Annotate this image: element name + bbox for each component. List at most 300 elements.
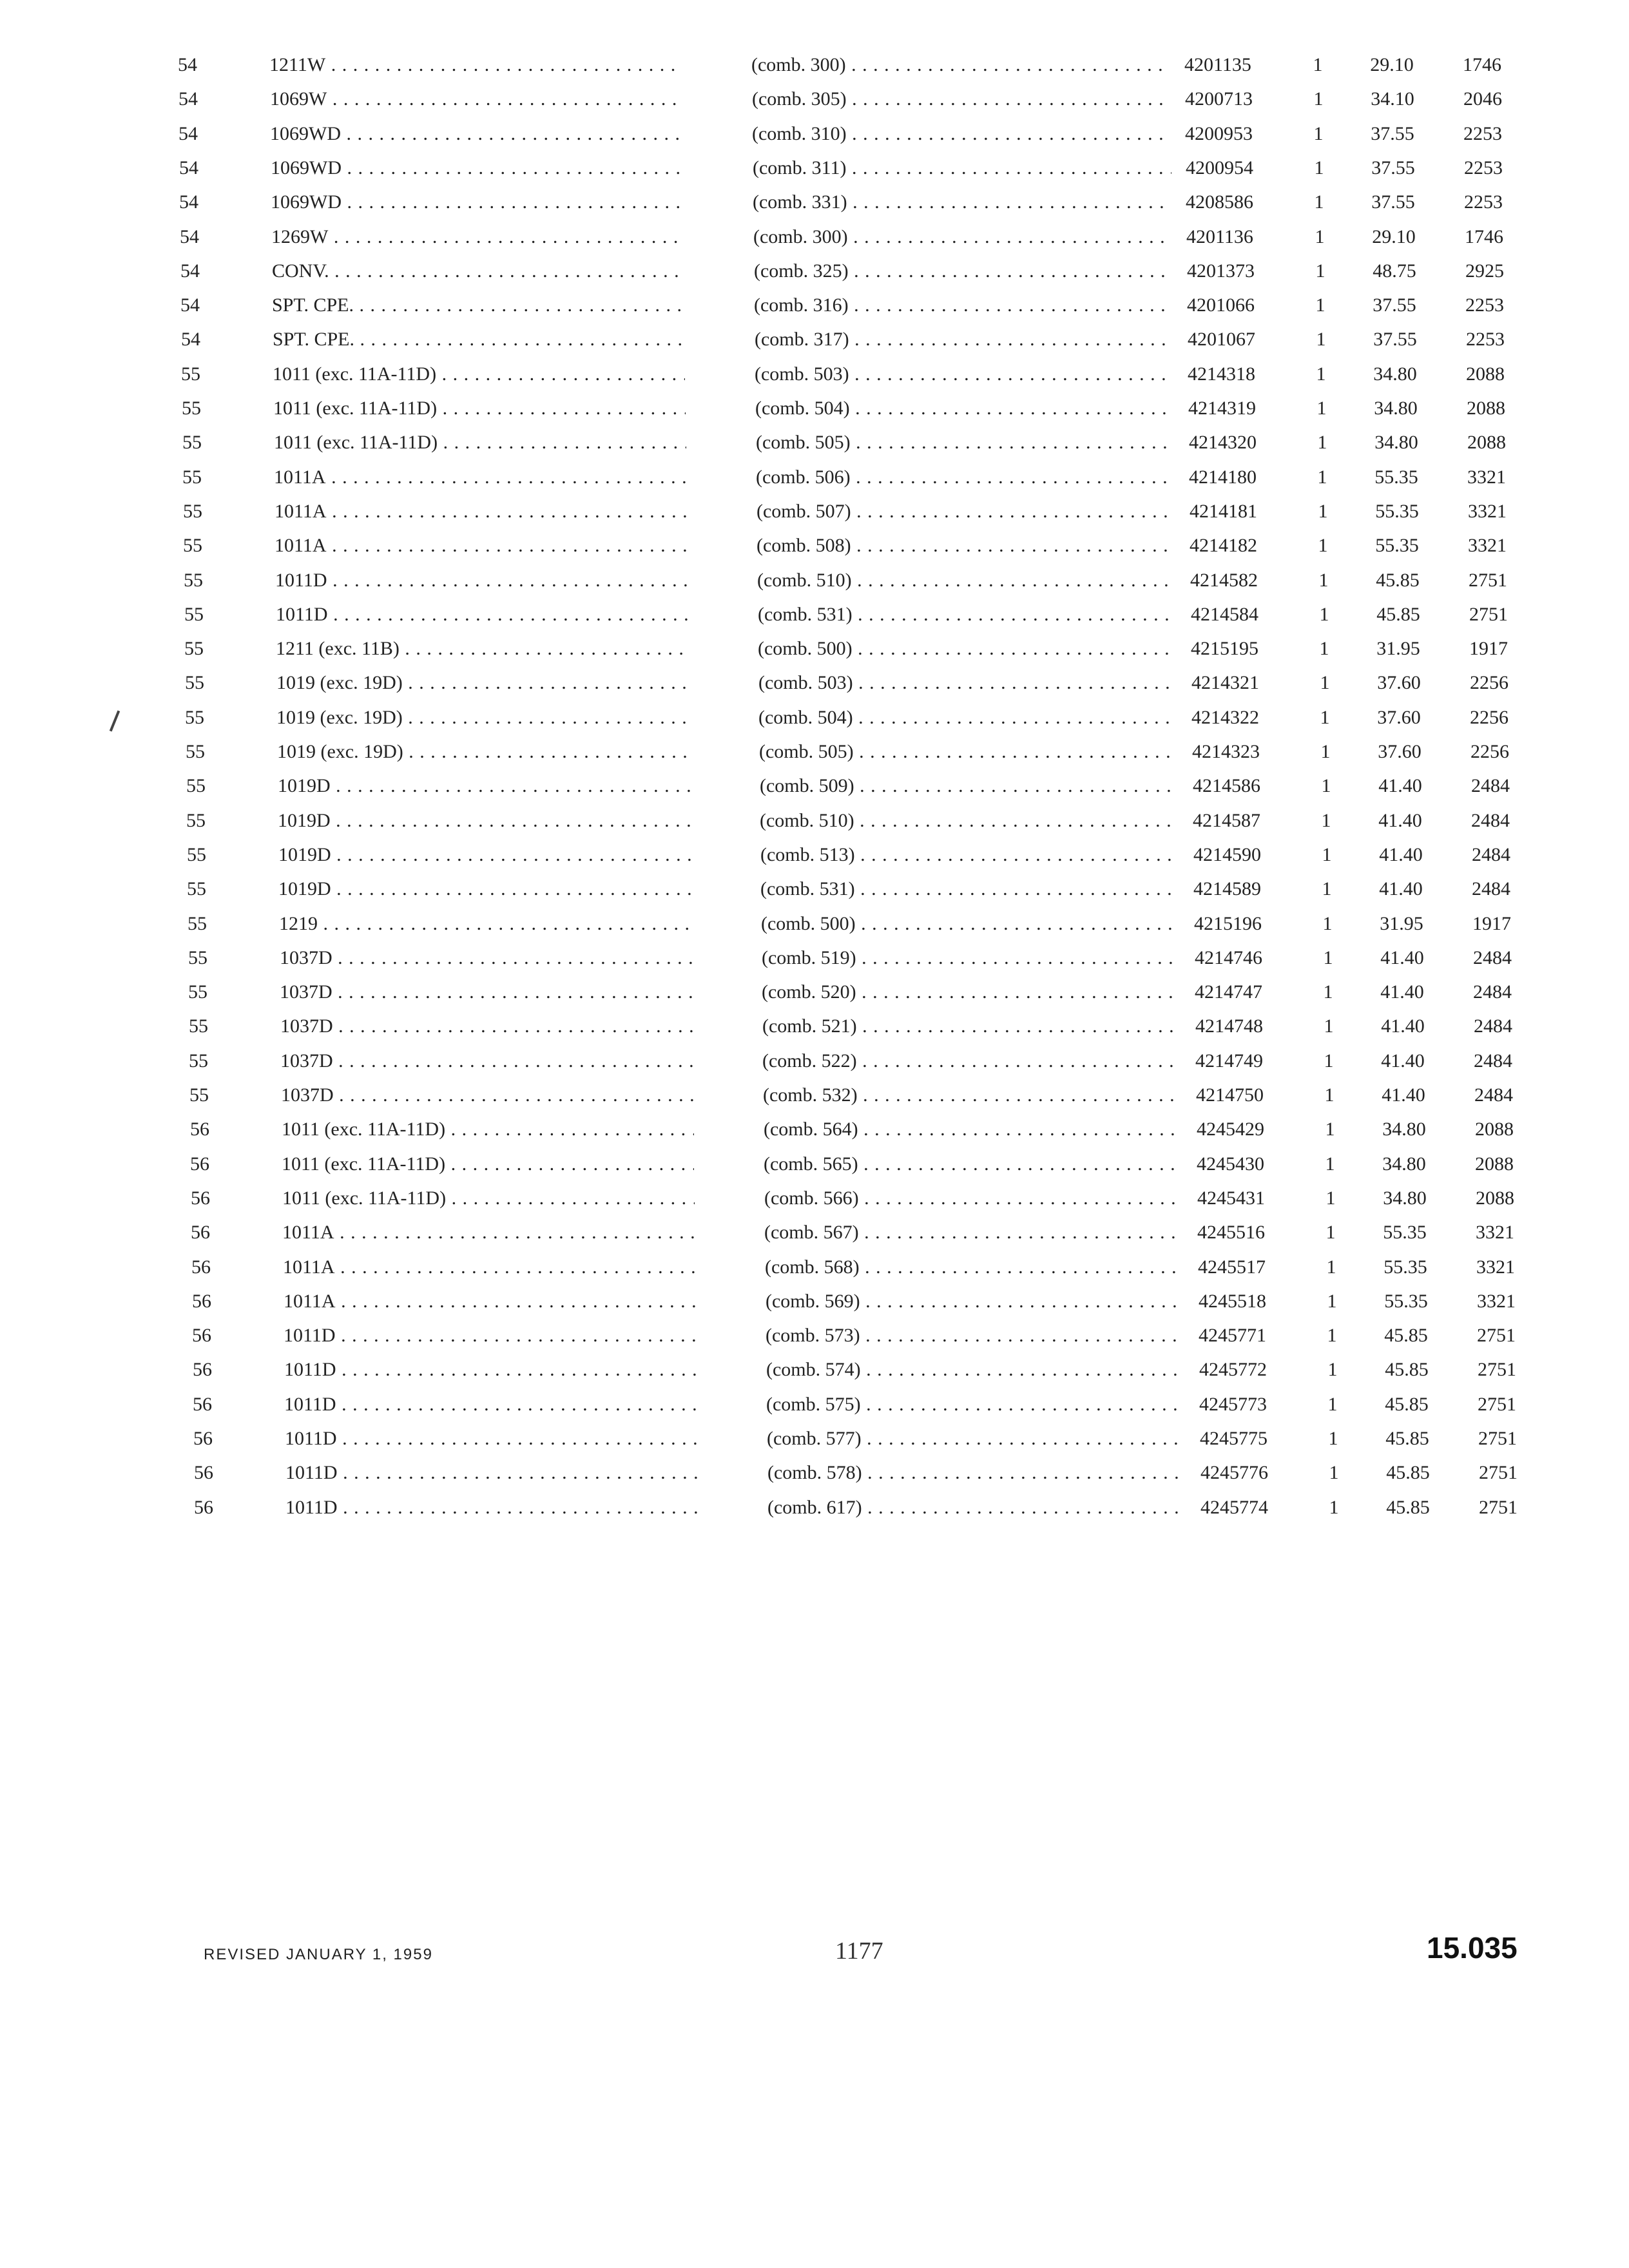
price-code: 2046 — [1463, 88, 1502, 110]
price-code: 2484 — [1474, 1050, 1512, 1072]
quantity: 1 — [1325, 1187, 1336, 1209]
list-price: 29.10 — [1372, 226, 1416, 247]
table-row — [1, 185, 1629, 220]
combination-number: (comb. 305) . . . — [752, 82, 1171, 117]
list-price: 31.95 — [1380, 913, 1423, 934]
model-number: 1019D . . . — [278, 803, 690, 838]
model-year: 56 — [193, 1359, 212, 1380]
list-price: 41.40 — [1381, 1015, 1425, 1037]
part-number: 4214589 — [1193, 878, 1261, 899]
model-year: 56 — [192, 1325, 211, 1346]
part-number: 4214587 — [1193, 810, 1260, 831]
list-price: 34.80 — [1374, 398, 1418, 419]
list-price: 55.35 — [1375, 535, 1419, 556]
table-row — [5, 460, 1629, 495]
price-code: 2484 — [1473, 981, 1512, 1003]
list-price: 41.40 — [1379, 878, 1423, 899]
quantity: 1 — [1319, 638, 1329, 659]
model-number: 1019 (exc. 19D) . . . — [277, 735, 689, 769]
combination-number: (comb. 574) . . . — [766, 1352, 1185, 1387]
model-number: 1011A . . . — [282, 1215, 695, 1250]
model-year: 55 — [184, 638, 204, 659]
model-year: 54 — [180, 260, 200, 282]
model-year: 56 — [193, 1428, 213, 1449]
list-price: 29.10 — [1370, 54, 1414, 75]
table-row — [5, 494, 1629, 529]
model-number: 1011 (exc. 11A-11D) . . . — [282, 1147, 694, 1182]
quantity: 1 — [1322, 878, 1332, 899]
combination-number: (comb. 575) . . . — [766, 1387, 1185, 1422]
table-row — [4, 391, 1629, 426]
quantity: 1 — [1326, 1256, 1336, 1278]
model-number: 1011D . . . — [284, 1387, 697, 1422]
model-year: 55 — [184, 604, 204, 625]
table-row — [6, 563, 1629, 598]
list-price: 55.35 — [1375, 501, 1419, 522]
model-year: 54 — [181, 329, 200, 350]
price-code: 2253 — [1464, 157, 1503, 178]
price-code: 3321 — [1477, 1291, 1516, 1312]
section-number: 15.035 — [1427, 1931, 1518, 1965]
quantity: 1 — [1319, 604, 1329, 625]
table-row — [3, 288, 1629, 323]
table-row — [15, 1387, 1629, 1422]
price-code: 2484 — [1471, 775, 1510, 796]
quantity: 1 — [1324, 1015, 1334, 1037]
quantity: 1 — [1313, 123, 1324, 144]
part-number: 4245773 — [1199, 1394, 1267, 1415]
part-number: 4245516 — [1197, 1222, 1265, 1243]
list-price: 37.55 — [1371, 157, 1415, 178]
model-number: 1011 (exc. 11A-11D) . . . — [273, 357, 685, 392]
combination-number: (comb. 500) . . . — [761, 907, 1180, 941]
price-code: 3321 — [1476, 1256, 1515, 1278]
price-code: 2925 — [1465, 260, 1504, 282]
quantity: 1 — [1321, 775, 1331, 796]
part-number: 4214318 — [1188, 363, 1255, 385]
model-year: 55 — [183, 501, 202, 522]
list-price: 34.80 — [1382, 1153, 1426, 1175]
part-number: 4245429 — [1197, 1119, 1264, 1140]
combination-number: (comb. 510) . . . — [760, 803, 1179, 838]
quantity: 1 — [1317, 466, 1327, 488]
table-row — [12, 1078, 1629, 1113]
quantity: 1 — [1323, 947, 1333, 968]
model-number: 1011 (exc. 11A-11D) . . . — [273, 391, 686, 426]
table-row — [2, 220, 1629, 255]
combination-number: (comb. 566) . . . — [764, 1181, 1183, 1216]
part-number: 4245430 — [1197, 1153, 1264, 1175]
quantity: 1 — [1316, 398, 1327, 419]
list-price: 45.85 — [1384, 1325, 1428, 1346]
price-code: 2484 — [1474, 1015, 1512, 1037]
part-number: 4214180 — [1189, 466, 1257, 488]
price-code: 3321 — [1468, 501, 1507, 522]
model-number: 1011A . . . — [284, 1284, 696, 1319]
combination-number: (comb. 569) . . . — [766, 1284, 1184, 1319]
table-row — [14, 1250, 1629, 1285]
price-code: 1917 — [1469, 638, 1508, 659]
list-price: 34.80 — [1383, 1187, 1427, 1209]
table-row — [5, 528, 1629, 563]
table-row — [8, 769, 1629, 803]
model-year: 55 — [181, 363, 200, 385]
quantity: 1 — [1327, 1359, 1338, 1380]
table-row — [3, 254, 1629, 289]
part-number: 4214747 — [1195, 981, 1262, 1003]
part-number: 4214322 — [1191, 707, 1259, 728]
combination-number: (comb. 300) . . . — [751, 48, 1170, 82]
part-number: 4214181 — [1190, 501, 1257, 522]
price-code: 2256 — [1470, 741, 1509, 762]
part-number: 4245772 — [1199, 1359, 1267, 1380]
model-year: 56 — [191, 1256, 211, 1278]
part-number: 4201373 — [1187, 260, 1255, 282]
model-year: 55 — [189, 1015, 208, 1037]
table-row — [14, 1318, 1629, 1353]
model-number: 1211 (exc. 11B) . . . — [276, 631, 688, 666]
price-code: 2088 — [1475, 1119, 1514, 1140]
price-code: 2484 — [1473, 947, 1512, 968]
price-code: 2751 — [1478, 1428, 1517, 1449]
combination-number: (comb. 521) . . . — [762, 1009, 1181, 1044]
quantity: 1 — [1328, 1428, 1338, 1449]
table-row — [8, 803, 1629, 838]
price-code: 2751 — [1469, 570, 1507, 591]
combination-number: (comb. 300) . . . — [753, 220, 1172, 255]
model-year: 56 — [191, 1222, 210, 1243]
price-code: 2256 — [1470, 672, 1509, 693]
model-number: 1011D . . . — [285, 1490, 698, 1525]
model-number: 1011 (exc. 11A-11D) . . . — [282, 1181, 695, 1216]
quantity: 1 — [1323, 981, 1333, 1003]
list-price: 41.40 — [1381, 1050, 1425, 1072]
combination-number: (comb. 510) . . . — [757, 563, 1176, 598]
model-year: 56 — [190, 1153, 209, 1175]
part-number: 4214323 — [1192, 741, 1260, 762]
list-price: 45.85 — [1385, 1394, 1429, 1415]
model-year: 55 — [187, 844, 206, 865]
price-code: 3321 — [1467, 466, 1506, 488]
table-row — [3, 357, 1629, 392]
quantity: 1 — [1324, 1084, 1335, 1106]
model-number: 1037D . . . — [280, 975, 692, 1010]
price-code: 2484 — [1472, 878, 1510, 899]
part-number: 4245517 — [1198, 1256, 1266, 1278]
quantity: 1 — [1317, 432, 1327, 453]
model-year: 55 — [188, 913, 207, 934]
model-number: 1037D . . . — [280, 1009, 693, 1044]
price-code: 2751 — [1478, 1394, 1516, 1415]
table-row — [1, 151, 1629, 186]
quantity: 1 — [1318, 501, 1328, 522]
model-year: 55 — [186, 741, 205, 762]
table-row — [7, 666, 1629, 700]
table-row — [5, 425, 1629, 460]
model-year: 55 — [188, 981, 207, 1003]
revision-date: REVISED JANUARY 1, 1959 — [204, 1946, 433, 1963]
part-number: 4201136 — [1186, 226, 1253, 247]
list-price: 41.40 — [1382, 1084, 1425, 1106]
table-row — [8, 735, 1629, 769]
quantity: 1 — [1313, 54, 1323, 75]
model-number: 1069WD . . . — [271, 151, 683, 186]
model-year: 56 — [193, 1394, 212, 1415]
model-year: 55 — [185, 707, 204, 728]
quantity: 1 — [1314, 191, 1324, 213]
price-code: 2751 — [1479, 1462, 1518, 1483]
model-number: 1219 . . . — [279, 907, 691, 941]
combination-number: (comb. 519) . . . — [762, 941, 1181, 975]
combination-number: (comb. 522) . . . — [762, 1044, 1181, 1079]
price-code: 2751 — [1469, 604, 1508, 625]
list-price: 55.35 — [1374, 466, 1418, 488]
list-price: 41.40 — [1378, 775, 1422, 796]
part-number: 4214182 — [1190, 535, 1257, 556]
part-number: 4245518 — [1199, 1291, 1266, 1312]
model-year: 54 — [180, 294, 200, 316]
part-number: 4214746 — [1195, 947, 1262, 968]
model-number: 1019D . . . — [278, 769, 690, 803]
model-number: 1019D . . . — [278, 872, 691, 907]
model-year: 55 — [183, 535, 202, 556]
model-number: SPT. CPE. . . . — [272, 288, 684, 323]
quantity: 1 — [1325, 1222, 1336, 1243]
list-price: 48.75 — [1373, 260, 1416, 282]
list-price: 45.85 — [1385, 1428, 1429, 1449]
quantity: 1 — [1316, 363, 1326, 385]
part-number: 4200953 — [1185, 123, 1253, 144]
table-row — [16, 1456, 1629, 1490]
model-number: 1211W . . . — [269, 48, 682, 82]
list-price: 37.60 — [1378, 741, 1422, 762]
combination-number: (comb. 531) . . . — [758, 597, 1177, 632]
model-year: 56 — [192, 1291, 211, 1312]
model-number: 1011D . . . — [284, 1352, 697, 1387]
combination-number: (comb. 507) . . . — [757, 494, 1175, 529]
combination-number: (comb. 578) . . . — [767, 1456, 1186, 1490]
price-code: 2751 — [1479, 1497, 1518, 1518]
model-year: 54 — [178, 88, 198, 110]
part-number: 4215196 — [1194, 913, 1262, 934]
model-year: 54 — [180, 226, 199, 247]
part-number: 4201066 — [1187, 294, 1255, 316]
table-row — [12, 1112, 1629, 1147]
price-code: 2253 — [1466, 329, 1505, 350]
part-number: 4214750 — [1196, 1084, 1264, 1106]
model-year: 54 — [178, 54, 197, 75]
combination-number: (comb. 503) . . . — [755, 357, 1173, 392]
model-number: 1011D . . . — [284, 1318, 696, 1353]
model-number: 1019D . . . — [278, 838, 691, 872]
price-code: 2088 — [1466, 363, 1505, 385]
table-row — [15, 1421, 1629, 1456]
combination-number: (comb. 311) . . . — [753, 151, 1171, 186]
combination-number: (comb. 513) . . . — [760, 838, 1179, 872]
combination-number: (comb. 310) . . . — [752, 117, 1171, 151]
model-number: 1069WD . . . — [271, 185, 683, 220]
model-year: 56 — [190, 1119, 209, 1140]
model-number: 1011A . . . — [274, 460, 686, 495]
model-number: 1269W . . . — [271, 220, 684, 255]
price-code: 2088 — [1467, 432, 1506, 453]
quantity: 1 — [1318, 535, 1328, 556]
model-year: 55 — [186, 775, 206, 796]
part-number: 4214586 — [1193, 775, 1260, 796]
list-price: 37.60 — [1377, 672, 1421, 693]
quantity: 1 — [1325, 1119, 1335, 1140]
table-row — [1, 82, 1629, 117]
model-year: 55 — [186, 810, 206, 831]
model-year: 55 — [189, 1050, 208, 1072]
quantity: 1 — [1320, 741, 1331, 762]
list-price: 37.55 — [1373, 329, 1417, 350]
price-code: 2256 — [1470, 707, 1509, 728]
model-number: 1037D . . . — [280, 941, 692, 975]
price-code: 2751 — [1478, 1359, 1516, 1380]
model-year: 56 — [194, 1462, 213, 1483]
price-code: 2253 — [1463, 123, 1502, 144]
quantity: 1 — [1320, 707, 1330, 728]
table-row — [14, 1284, 1629, 1319]
part-number: 4215195 — [1191, 638, 1258, 659]
model-year: 55 — [182, 432, 202, 453]
page-number: 1177 — [835, 1937, 883, 1965]
part-number: 4214584 — [1191, 604, 1258, 625]
table-row — [9, 872, 1629, 907]
part-number: 4214590 — [1193, 844, 1261, 865]
quantity: 1 — [1324, 1050, 1334, 1072]
part-number: 4245431 — [1197, 1187, 1265, 1209]
combination-number: (comb. 531) . . . — [760, 872, 1179, 907]
combination-number: (comb. 504) . . . — [755, 391, 1174, 426]
part-number: 4214748 — [1195, 1015, 1263, 1037]
combination-number: (comb. 505) . . . — [759, 735, 1178, 769]
part-number: 4200954 — [1186, 157, 1253, 178]
quantity: 1 — [1321, 810, 1331, 831]
model-number: 1069W . . . — [270, 82, 682, 117]
list-price: 45.85 — [1376, 604, 1420, 625]
model-year: 55 — [182, 466, 202, 488]
quantity: 1 — [1329, 1497, 1339, 1518]
price-code: 3321 — [1468, 535, 1507, 556]
model-year: 54 — [179, 191, 198, 213]
quantity: 1 — [1318, 570, 1329, 591]
list-price: 41.40 — [1379, 844, 1423, 865]
table-row — [6, 631, 1629, 666]
list-price: 45.85 — [1385, 1359, 1429, 1380]
list-price: 37.55 — [1373, 294, 1416, 316]
quantity: 1 — [1322, 913, 1333, 934]
model-year: 55 — [188, 947, 207, 968]
table-row — [13, 1181, 1629, 1216]
part-number: 4214320 — [1189, 432, 1257, 453]
price-code: 3321 — [1476, 1222, 1514, 1243]
quantity: 1 — [1316, 329, 1326, 350]
list-price: 31.95 — [1376, 638, 1420, 659]
list-price: 37.55 — [1371, 191, 1415, 213]
table-row — [0, 48, 1629, 82]
combination-number: (comb. 504) . . . — [758, 700, 1177, 735]
model-number: 1011D . . . — [275, 563, 688, 598]
part-number: 4245774 — [1200, 1497, 1268, 1518]
combination-number: (comb. 567) . . . — [764, 1215, 1183, 1250]
combination-number: (comb. 500) . . . — [758, 631, 1177, 666]
model-number: 1011A . . . — [283, 1250, 695, 1285]
list-price: 34.10 — [1371, 88, 1414, 110]
model-number: 1019 (exc. 19D) . . . — [276, 666, 689, 700]
part-number: 4214321 — [1191, 672, 1259, 693]
combination-number: (comb. 564) . . . — [764, 1112, 1182, 1147]
combination-number: (comb. 317) . . . — [755, 322, 1173, 357]
quantity: 1 — [1327, 1325, 1337, 1346]
list-price: 41.40 — [1378, 810, 1422, 831]
model-number: SPT. CPE. . . . — [273, 322, 685, 357]
model-year: 54 — [179, 157, 198, 178]
combination-number: (comb. 325) . . . — [754, 254, 1173, 289]
price-code: 1746 — [1465, 226, 1503, 247]
part-number: 4214582 — [1190, 570, 1258, 591]
quantity: 1 — [1314, 157, 1324, 178]
quantity: 1 — [1322, 844, 1332, 865]
model-number: 1069WD . . . — [270, 117, 682, 151]
model-number: 1019 (exc. 19D) . . . — [276, 700, 689, 735]
list-price: 34.80 — [1373, 363, 1417, 385]
combination-number: (comb. 532) . . . — [763, 1078, 1182, 1113]
model-number: 1037D . . . — [280, 1044, 693, 1079]
part-number: 4245776 — [1200, 1462, 1268, 1483]
list-price: 45.85 — [1376, 570, 1420, 591]
list-price: 55.35 — [1383, 1256, 1427, 1278]
price-code: 2484 — [1471, 810, 1510, 831]
quantity: 1 — [1315, 294, 1325, 316]
part-number: 4245775 — [1200, 1428, 1268, 1449]
model-number: 1011D . . . — [285, 1456, 698, 1490]
quantity: 1 — [1320, 672, 1330, 693]
part-number: 4214749 — [1195, 1050, 1263, 1072]
table-row — [10, 907, 1629, 941]
list-price: 45.85 — [1386, 1497, 1430, 1518]
combination-number: (comb. 503) . . . — [758, 666, 1177, 700]
model-number: CONV. . . . — [272, 254, 684, 289]
quantity: 1 — [1313, 88, 1324, 110]
table-row — [9, 838, 1629, 872]
table-row — [13, 1215, 1629, 1250]
price-code: 2088 — [1476, 1187, 1514, 1209]
combination-number: (comb. 568) . . . — [765, 1250, 1184, 1285]
part-number: 4208586 — [1186, 191, 1253, 213]
combination-number: (comb. 509) . . . — [760, 769, 1179, 803]
model-number: 1011 (exc. 11A-11D) . . . — [282, 1112, 694, 1147]
combination-number: (comb. 508) . . . — [757, 528, 1175, 563]
list-price: 45.85 — [1386, 1462, 1430, 1483]
price-code: 2484 — [1474, 1084, 1513, 1106]
table-row — [11, 1044, 1629, 1079]
list-price: 41.40 — [1380, 947, 1424, 968]
table-row — [11, 1009, 1629, 1044]
quantity: 1 — [1315, 226, 1325, 247]
list-price: 34.80 — [1382, 1119, 1426, 1140]
model-year: 56 — [191, 1187, 210, 1209]
model-year: 55 — [187, 878, 206, 899]
quantity: 1 — [1327, 1291, 1337, 1312]
table-row — [16, 1490, 1629, 1525]
quantity: 1 — [1329, 1462, 1339, 1483]
table-row — [1, 117, 1629, 151]
part-number: 4201067 — [1188, 329, 1255, 350]
list-price: 55.35 — [1384, 1291, 1428, 1312]
model-number: 1011D . . . — [285, 1421, 697, 1456]
